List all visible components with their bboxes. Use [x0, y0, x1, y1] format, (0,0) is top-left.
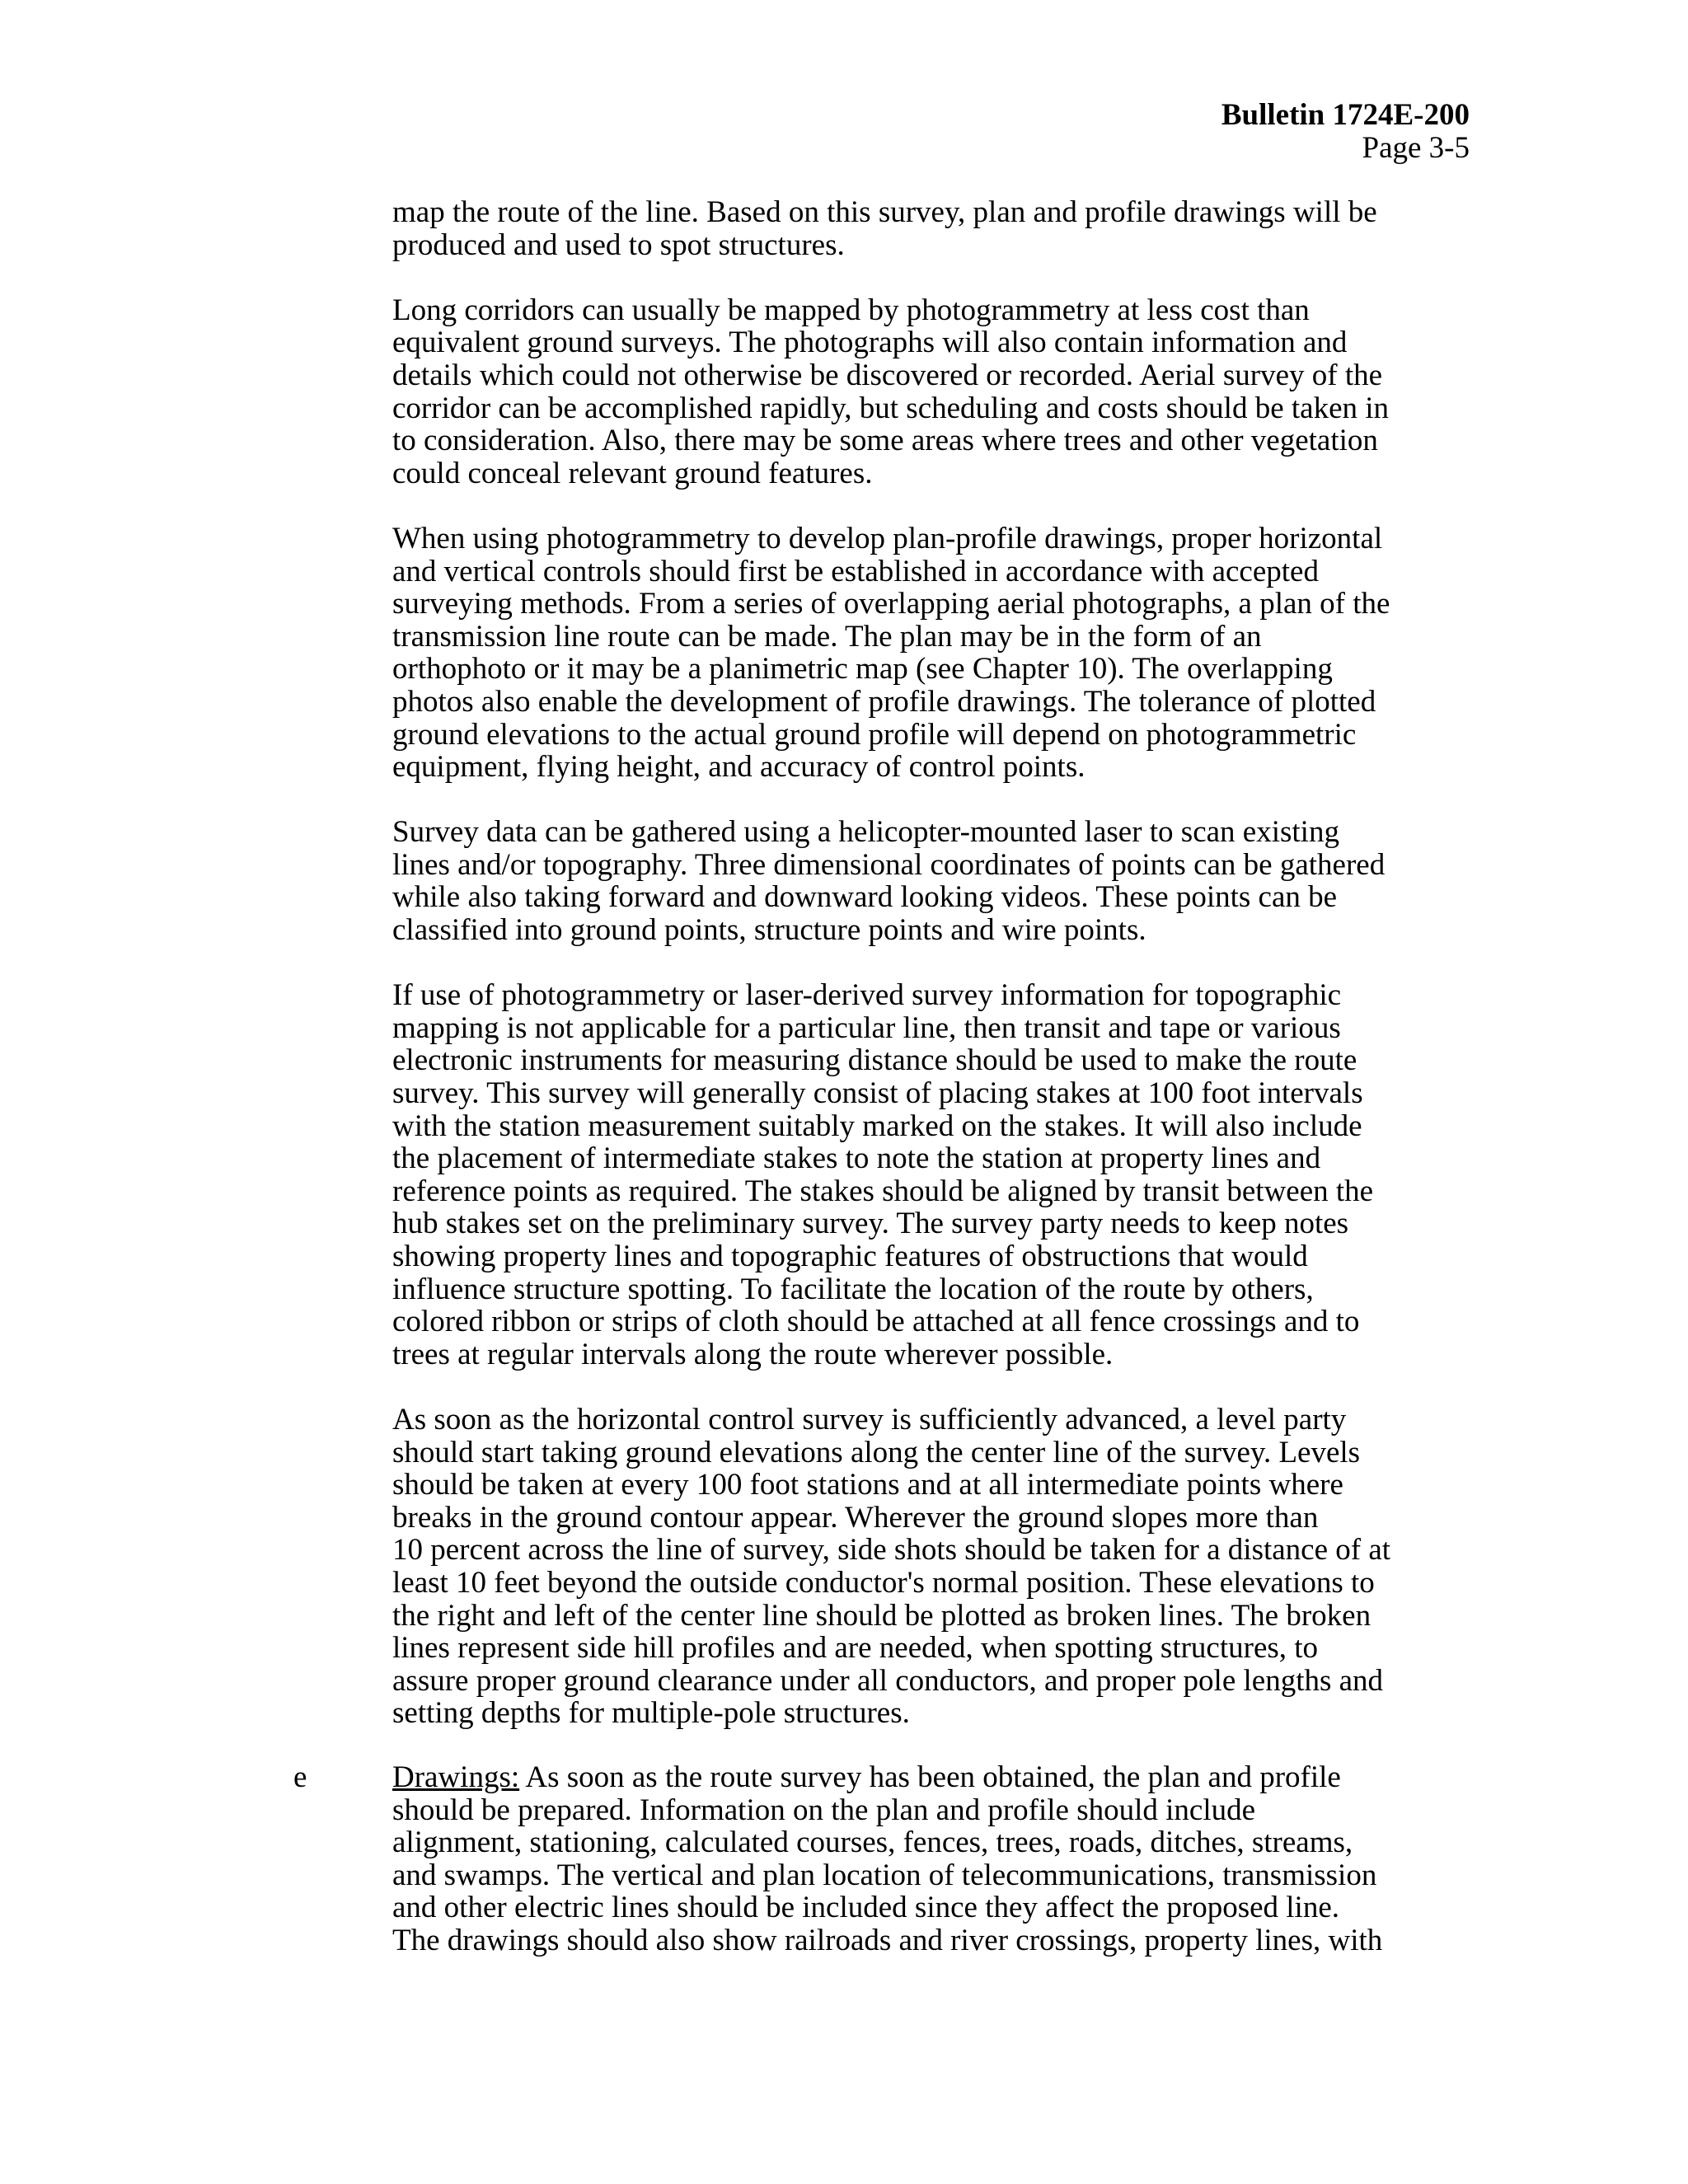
paragraph-transit-survey: If use of photogrammetry or laser-derived survey information for topographic mapping is not applicable for a particular line, then transit and tape or various electronic instruments for measuring distance should be used to make the route survey. This survey will generally consist of placing stakes at 100 foot intervals with the station measurement suitably marked on the stakes. It will also include the placement of intermediate stakes to note the station at property lines and reference points as required. The stakes should be aligned by transit between the hub stakes set on the preliminary survey. The survey party needs to keep notes showing property lines and topographic features of obstructions that would influence structure spotting. To facilitate the location of the route by others, colored ribbon or strips of cloth should be attached at all fence crossings and to trees at regular intervals along the route wherever possible.: [392, 978, 1374, 1371]
paragraph-route-mapping: map the route of the line. Based on this survey, plan and profile drawings will be produced and used to spot structures.: [392, 195, 1377, 262]
page-number: Page 3-5: [1362, 131, 1470, 165]
drawings-text: As soon as the route survey has been obtained, the plan and profile should be prepared. Information on the plan and profile should include alignment, stationing, calculated courses, fences, trees, roads, ditches, streams, and swamps. The vertical and plan location of telecommunications, transmission and other electric lines should be included since they affect the proposed line. The drawings should also show railroads and river crossings, property lines, with: [392, 1760, 1383, 1957]
drawings-heading: Drawings:: [392, 1760, 520, 1794]
bulletin-title: Bulletin 1724E-200: [1221, 98, 1470, 132]
page-header: [1221, 99, 1470, 165]
paragraph-photogrammetry: When using photogrammetry to develop plan-profile drawings, proper horizontal and vertical controls should first be established in accordance with accepted surveying methods. From a series of overlapping aerial photographs, a plan of the transmission line route can be made. The plan may be in the form of an orthophoto or it may be a planimetric map (see Chapter 10). The overlapping photos also enable the development of profile drawings. The tolerance of plotted ground elevations to the actual ground profile will depend on photogrammetric equipment, flying height, and accuracy of control points.: [392, 521, 1390, 785]
paragraph-laser-survey: Survey data can be gathered using a helicopter-mounted laser to scan existing lines and/or topography. Three dimensional coordinates of points can be gathered while also taking forward and downward looking videos. These points can be classified into ground points, structure points and wire points.: [392, 815, 1386, 948]
list-item-marker: e: [293, 1760, 307, 1794]
list-item-body: [392, 1761, 1472, 1957]
body-text: [392, 196, 1472, 1763]
list-item-drawings: [293, 1760, 1472, 1957]
paragraph-level-party: As soon as the horizontal control survey is sufficiently advanced, a level party should start taking ground elevations along the center line of the survey. Levels should be taken at every 100 foot stations and at all intermediate points where breaks in the ground contour appear. Wherever the ground slopes more than 10 percent across the line of survey, side shots should be taken for a distance of at least 10 feet beyond the outside conductor's normal position. These elevations to the right and left of the center line should be plotted as broken lines. The broken lines represent side hill profiles and are needed, when spotting structures, to assure proper ground clearance under all conductors, and proper pole lengths and setting depths for multiple-pole structures.: [392, 1402, 1391, 1731]
paragraph-long-corridors: Long corridors can usually be mapped by photogrammetry at less cost than equivalent ground surveys. The photographs will also contain information and details which could not otherwise be discovered or recorded. Aerial survey of the corridor can be accomplished rapidly, but scheduling and costs should be taken in to consideration. Also, there may be some areas where trees and other vegetation could conceal relevant ground features.: [392, 293, 1390, 490]
